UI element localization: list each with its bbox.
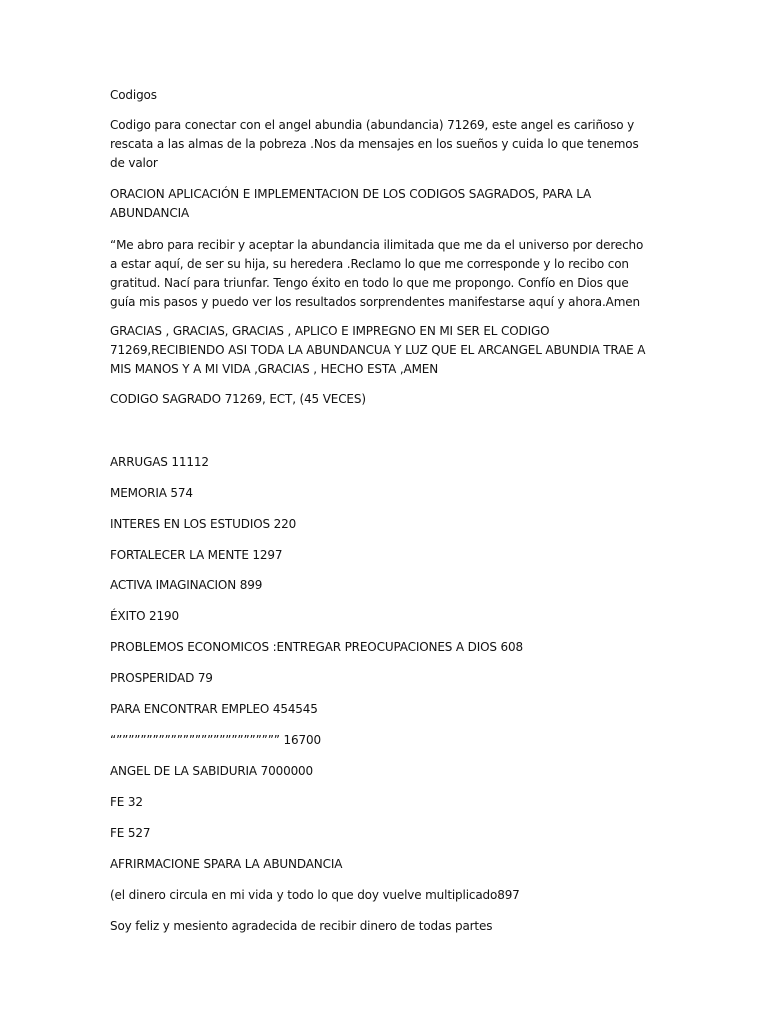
- code-line: INTERES EN LOS ESTUDIOS 220: [110, 517, 297, 531]
- affirmation-line: Soy feliz y mesiento agradecida de recibir dinero de todas partes: [110, 919, 493, 933]
- code-line: FORTALECER LA MENTE 1297: [110, 548, 283, 562]
- code-line: PROBLEMOS ECONOMICOS :ENTREGAR PREOCUPACIONES A DIOS 608: [110, 640, 524, 654]
- prayer-paragraph: “Me abro para recibir y aceptar la abundancia ilimitada que me da el universo por derecho a estar aquí, de ser su hija, su heredera .Reclamo lo que me corresponde y lo recibo con gratitud. Nací para triunfar. Tengo éxito en todo lo que me propongo. Confío en Dios que guía mis pasos y puedo ver los resultados sorprendentes manifestarse aquí y ahora.Amen: [110, 238, 644, 309]
- code-line: PARA ENCONTRAR EMPLEO 454545: [110, 702, 318, 716]
- code-line: FE 527: [110, 826, 151, 840]
- code-line: ÉXITO 2190: [110, 609, 179, 623]
- prayer-heading: ORACION APLICACIÓN E IMPLEMENTACION DE LOS CODIGOS SAGRADOS, PARA LA ABUNDANCIA: [110, 187, 592, 220]
- code-line: FE 32: [110, 795, 143, 809]
- gratitude-paragraph: GRACIAS , GRACIAS, GRACIAS , APLICO E IMPREGNO EN MI SER EL CODIGO 71269,RECIBIENDO ASI TODA LA ABUNDANCUA Y LUZ QUE EL ARCANGEL ABUNDIA TRAE A MIS MANOS Y A MI VIDA ,GRACIAS , HECHO ESTA ,AMEN: [110, 324, 646, 376]
- code-line: ACTIVA IMAGINACION 899: [110, 578, 263, 592]
- code-line: ARRUGAS 11112: [110, 455, 209, 469]
- affirmations-heading: AFRIRMACIONE SPARA LA ABUNDANCIA: [110, 857, 343, 871]
- intro-paragraph: Codigo para conectar con el angel abundia (abundancia) 71269, este angel es cariñoso y rescata a las almas de la pobreza .Nos da mensajes en los sueños y cuida lo que tenemos de valor: [110, 118, 639, 170]
- affirmation-line: (el dinero circula en mi vida y todo lo que doy vuelve multiplicado897: [110, 888, 520, 902]
- code-line: MEMORIA 574: [110, 486, 193, 500]
- document-title: Codigos: [110, 88, 157, 102]
- code-line: ANGEL DE LA SABIDURIA 7000000: [110, 764, 314, 778]
- code-line: PROSPERIDAD 79: [110, 671, 213, 685]
- sacred-code-line: CODIGO SAGRADO 71269, ECT, (45 VECES): [110, 392, 366, 406]
- code-line: “””””””””””””””””””””””””””” 16700: [110, 733, 321, 747]
